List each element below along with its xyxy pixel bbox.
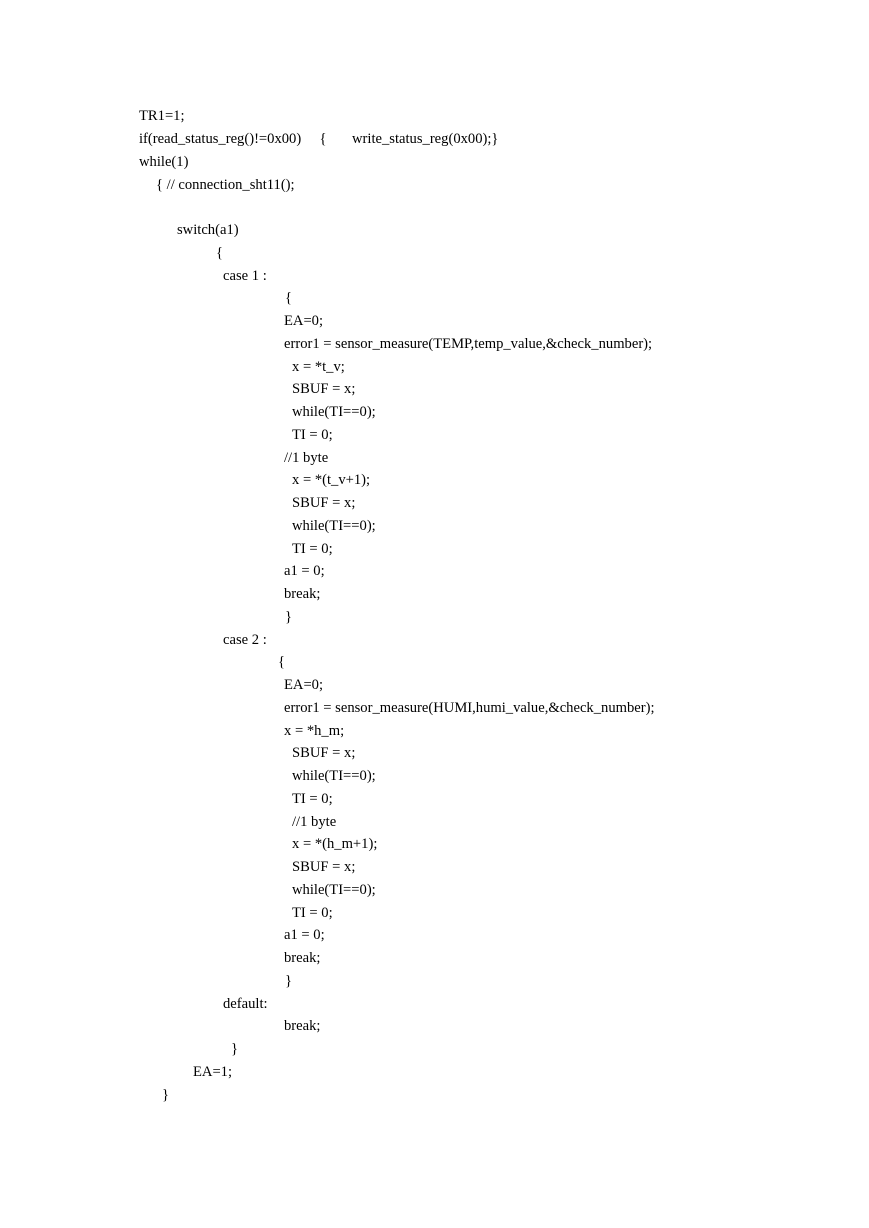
code-line: while(1) — [139, 154, 189, 170]
code-line: x = *t_v; — [292, 359, 345, 375]
code-line: x = *(h_m+1); — [292, 836, 378, 852]
code-line: while(TI==0); — [292, 518, 376, 534]
code-line: default: — [223, 996, 268, 1012]
code-line: error1 = sensor_measure(TEMP,temp_value,&check_number); — [284, 336, 653, 352]
code-line: SBUF = x; — [292, 381, 356, 397]
code-line: //1 byte — [284, 450, 329, 466]
code-line: } — [285, 609, 293, 625]
code-line: EA=1; — [193, 1064, 233, 1080]
code-line: SBUF = x; — [292, 859, 356, 875]
code-line: x = *(t_v+1); — [292, 472, 371, 488]
code-line: { — [285, 290, 293, 306]
code-line: a1 = 0; — [284, 927, 325, 943]
code-line: break; — [284, 1018, 321, 1034]
code-line: error1 = sensor_measure(HUMI,humi_value,&check_number); — [284, 700, 655, 716]
code-line: break; — [284, 950, 321, 966]
code-line: TI = 0; — [292, 791, 333, 807]
code-line: TI = 0; — [292, 905, 333, 921]
code-line: { — [278, 654, 286, 670]
code-line: if(read_status_reg()!=0x00) { write_status_reg(0x00);} — [139, 131, 499, 147]
code-line: { // connection_sht11(); — [156, 177, 295, 193]
code-line: a1 = 0; — [284, 563, 325, 579]
code-line: } — [231, 1041, 239, 1057]
code-line: } — [285, 973, 293, 989]
code-line: EA=0; — [284, 677, 324, 693]
code-line: case 1 : — [223, 268, 267, 284]
code-line: SBUF = x; — [292, 745, 356, 761]
code-line: { — [216, 245, 224, 261]
code-line: EA=0; — [284, 313, 324, 329]
code-line: while(TI==0); — [292, 404, 376, 420]
code-line: x = *h_m; — [284, 723, 345, 739]
code-line: SBUF = x; — [292, 495, 356, 511]
code-line: //1 byte — [292, 814, 337, 830]
code-line: while(TI==0); — [292, 882, 376, 898]
code-line: case 2 : — [223, 632, 267, 648]
code-line: switch(a1) — [177, 222, 239, 238]
code-line: TI = 0; — [292, 541, 333, 557]
code-line: TR1=1; — [139, 108, 185, 124]
code-line: TI = 0; — [292, 427, 333, 443]
code-line: break; — [284, 586, 321, 602]
code-line: } — [162, 1087, 170, 1103]
code-line: while(TI==0); — [292, 768, 376, 784]
